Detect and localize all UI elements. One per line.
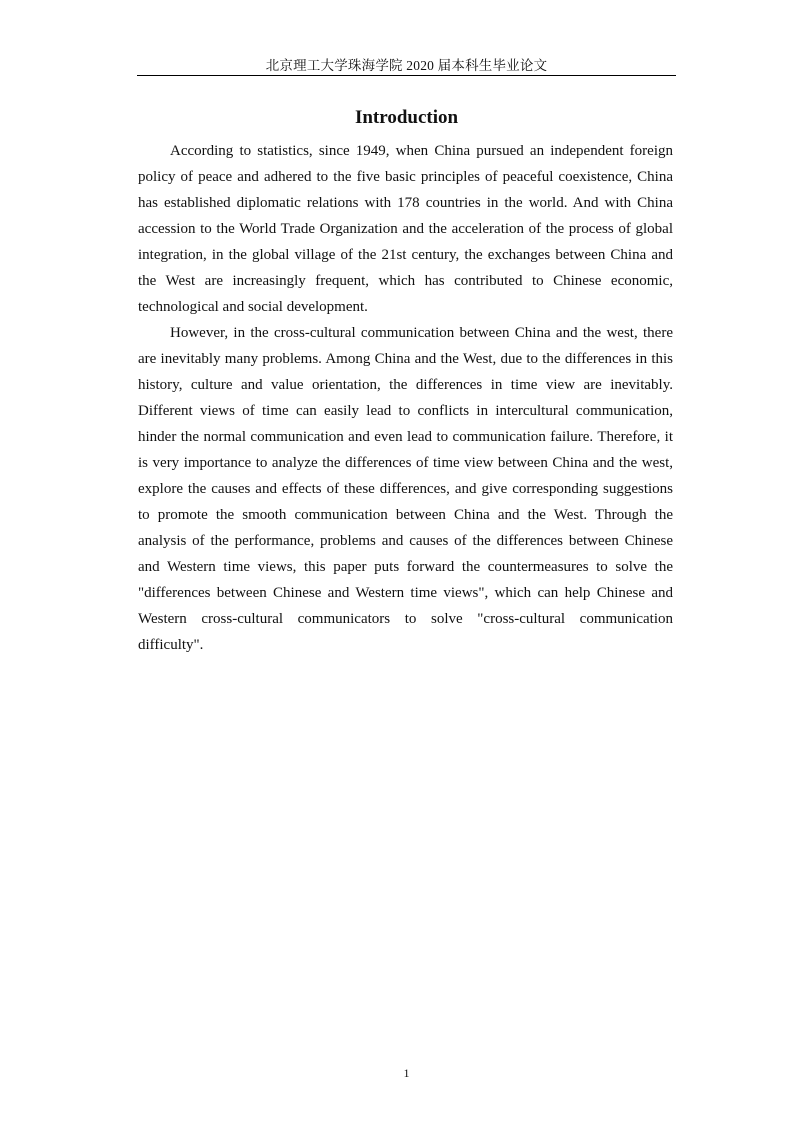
paragraph: However, in the cross-cultural communication between China and the west, there are inevitably many problems. Among China and the West, due to the differences in this history, culture and value orientation, the differences in time view are inevitably. Different views of time can easily lead to conflicts in intercultural communication, hinder the normal communication and even lead to communication failure. Therefore, it is very importance to analyze the differences of time view between China and the west, explore the causes and effects of these differences, and give corresponding suggestions to promote the smooth communication between China and the West. Through the analysis of the performance, problems and causes of the differences between Chinese and Western time views, this paper puts forward the countermeasures to solve the "differences between Chinese and Western time views", which can help Chinese and Western cross-cultural communicators to solve "cross-cultural communication difficulty". bbox=[138, 325, 673, 653]
page-number: 1 bbox=[403, 1066, 410, 1080]
paragraph: According to statistics, since 1949, when China pursued an independent foreign policy of peace and adhered to the five basic principles of peaceful coexistence, China has established diplomatic relations with 178 countries in the world. And with China accession to the World Trade Organization and the acceleration of the process of global integration, in the global village of the 21st century, the exchanges between China and the West are increasingly frequent, which has contributed to Chinese economic, technological and social development. bbox=[138, 143, 673, 315]
header-rule bbox=[137, 75, 676, 76]
running-header: 北京理工大学珠海学院 2020 届本科生毕业论文 bbox=[265, 58, 548, 73]
section-body bbox=[138, 138, 673, 658]
section-heading: Introduction bbox=[354, 107, 459, 128]
